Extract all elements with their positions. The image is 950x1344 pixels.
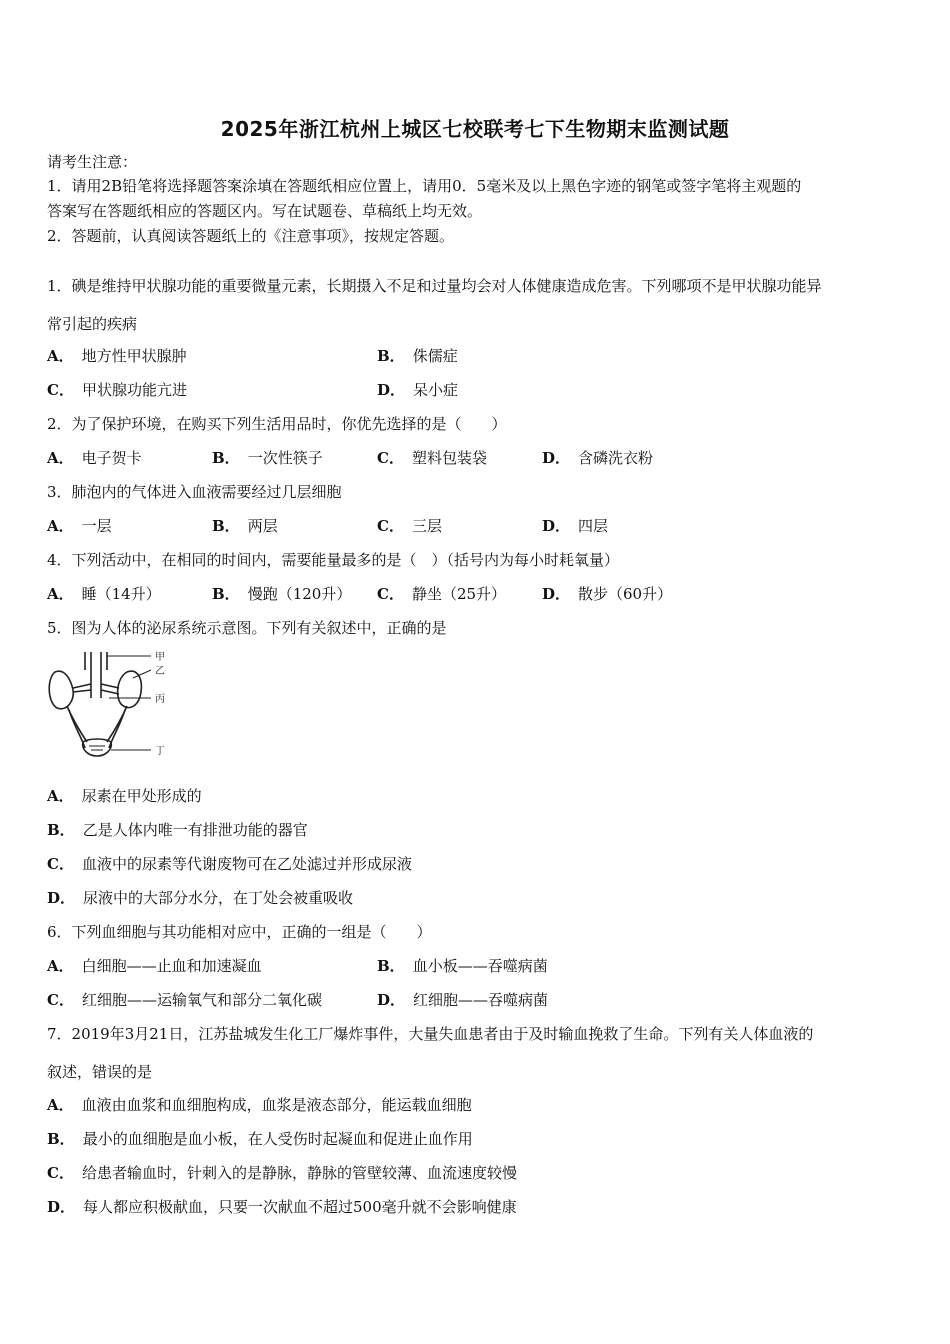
q5-option-d: D． 尿液中的大部分水分，在丁处会被重吸收 [47,889,354,907]
q7-option-c: C． 给患者输血时，针刺入的是静脉，静脉的管壁较薄、血流速度较慢 [47,1164,517,1182]
q7-option-b: B． 最小的血细胞是血小板，在人受伤时起凝血和促进止血作用 [47,1130,473,1148]
right-kidney [118,671,142,707]
fig-label-bing: 丙 [155,694,165,705]
q1-option-c: C． 甲状腺功能亢进 [47,381,187,399]
q6-option-d: D． 红细胞——吞噬病菌 [377,991,549,1009]
q2-option-a: A． 电子贺卡 [47,449,142,467]
notice-heading: 请考生注意： [47,153,138,171]
q3-option-b: B． 两层 [212,517,278,535]
q5-stem: 5．图为人体的泌尿系统示意图。下列有关叙述中，正确的是 [47,619,447,637]
q7-option-d: D． 每人都应积极献血，只要一次献血不超过500毫升就不会影响健康 [47,1198,517,1216]
q1-option-d: D． 呆小症 [377,381,459,399]
fig-label-jia: 甲 [155,652,165,663]
q4-option-a: A． 睡（14升） [47,585,161,603]
notice-line-2: 2．答题前，认真阅读答题纸上的《注意事项》，按规定答题。 [47,227,455,245]
q6-option-b: B． 血小板——吞噬病菌 [377,957,548,975]
q5-option-b: B． 乙是人体内唯一有排泄功能的器官 [47,821,308,839]
q2-option-c: C． 塑料包装袋 [377,449,487,467]
urinary-system-figure [45,650,185,760]
q7-stem-b: 叙述，错误的是 [47,1063,153,1081]
q4-option-b: B． 慢跑（120升） [212,585,352,603]
fig-label-yi: 乙 [155,666,165,677]
q1-stem-b: 常引起的疾病 [47,315,138,333]
ureters [67,706,127,742]
notice-line-1b: 答案写在答题纸相应的答题区内。写在试题卷、草稿纸上均无效。 [47,202,483,220]
left-kidney [49,671,73,709]
q7-stem-a: 7．2019年3月21日，江苏盐城发生化工厂爆炸事件，大量失血患者由于及时输血挽救了生命。下列有关人体血液的 [47,1025,814,1043]
q4-option-c: C． 静坐（25升） [377,585,507,603]
q5-option-c: C． 血液中的尿素等代谢废物可在乙处滤过并形成尿液 [47,855,412,873]
notice-line-1a: 1．请用2B铅笔将选择题答案涂填在答题纸相应位置上，请用0．5毫米及以上黑色字迹的钢笔或签字笔将主观题的 [47,177,802,195]
fig-label-ding: 丁 [155,746,165,757]
q1-option-b: B． 侏儒症 [377,347,458,365]
q3-option-a: A． 一层 [47,517,112,535]
q2-option-b: B． 一次性筷子 [212,449,323,467]
q3-option-c: C． 三层 [377,517,442,535]
page-title: 2025年浙江杭州上城区七校联考七下生物期末监测试题 [220,117,730,141]
q6-option-a: A． 白细胞——止血和加速凝血 [47,957,262,975]
q3-option-d: D． 四层 [542,517,609,535]
q7-option-a: A． 血液由血浆和血细胞构成，血浆是液态部分，能运载血细胞 [47,1096,472,1114]
q4-stem: 4．下列活动中，在相同的时间内，需要能量最多的是（ ）（括号内为每小时耗氧量） [47,551,620,569]
q1-option-a: A． 地方性甲状腺肿 [47,347,187,365]
q2-option-d: D． 含磷洗衣粉 [542,449,654,467]
q1-stem-a: 1．碘是维持甲状腺功能的重要微量元素，长期摄入不足和过量均会对人体健康造成危害。下列哪项不是甲状腺功能异 [47,277,822,295]
q6-stem: 6．下列血细胞与其功能相对应中，正确的一组是（ ） [47,923,432,941]
q4-option-d: D． 散步（60升） [542,585,673,603]
q5-option-a: A． 尿素在甲处形成的 [47,787,202,805]
q3-stem: 3．肺泡内的气体进入血液需要经过几层细胞 [47,483,342,501]
q2-stem: 2．为了保护环境，在购买下列生活用品时，你优先选择的是（ ） [47,415,507,433]
q6-option-c: C． 红细胞——运输氧气和部分二氧化碳 [47,991,322,1009]
